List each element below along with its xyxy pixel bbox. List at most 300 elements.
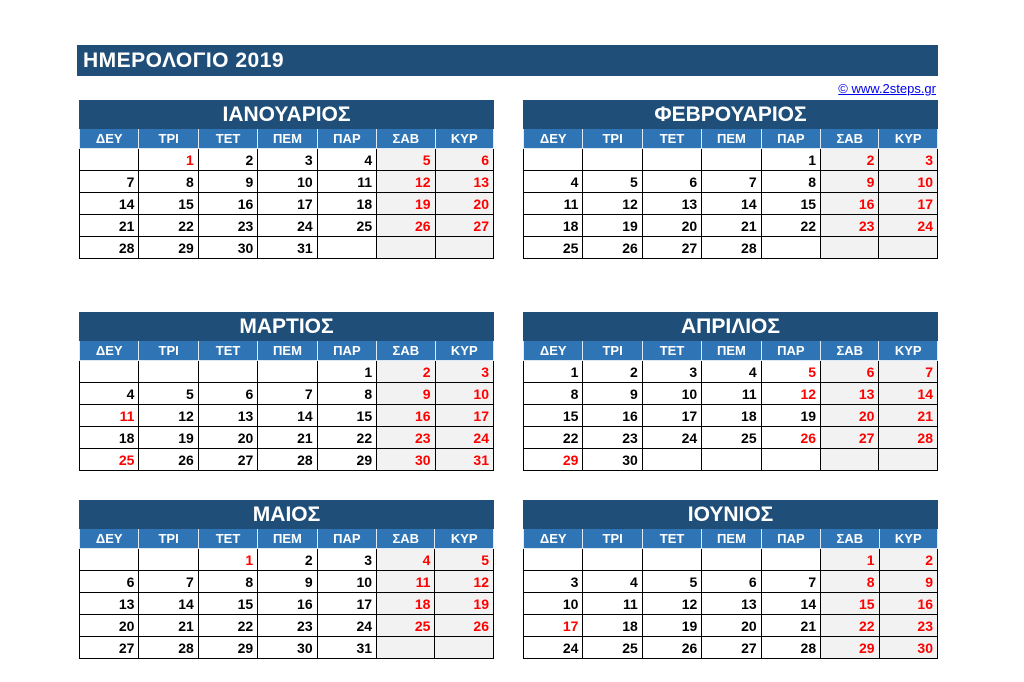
- day-cell: 6: [198, 383, 257, 405]
- week-row: [524, 149, 938, 171]
- day-cell: 23: [821, 215, 879, 237]
- day-cell: 24: [524, 637, 583, 659]
- day-cell: 10: [879, 171, 938, 193]
- weekday-label: ΤΡΙ: [583, 341, 642, 361]
- day-cell: 9: [198, 171, 257, 193]
- day-cell: 17: [879, 193, 938, 215]
- day-cell: [879, 449, 938, 471]
- day-cell: 11: [317, 171, 376, 193]
- day-cell: 6: [702, 571, 761, 593]
- week-row: [80, 593, 494, 615]
- day-cell: 15: [198, 593, 257, 615]
- day-cell: 25: [317, 215, 376, 237]
- day-cell: 19: [377, 193, 435, 215]
- day-cell: 17: [317, 593, 376, 615]
- month-name: ΜΑΡΤΙΟΣ: [80, 313, 494, 341]
- day-cell: 4: [702, 361, 761, 383]
- credit-link[interactable]: © www.2steps.gr: [838, 81, 936, 96]
- weekday-label: ΔΕΥ: [80, 529, 139, 549]
- day-cell: 4: [524, 171, 583, 193]
- day-cell: 1: [198, 549, 257, 571]
- weekday-label: ΤΡΙ: [139, 341, 198, 361]
- day-cell: 3: [524, 571, 583, 593]
- month-name: ΜΑΙΟΣ: [80, 501, 494, 529]
- week-row: [80, 571, 494, 593]
- month-calendar: [523, 312, 938, 471]
- day-cell: [435, 237, 493, 259]
- day-cell: [821, 449, 879, 471]
- week-row: [524, 193, 938, 215]
- weekday-header-row: [524, 529, 938, 549]
- day-cell: 26: [642, 637, 701, 659]
- day-cell: 14: [139, 593, 198, 615]
- day-cell: 19: [139, 427, 198, 449]
- day-cell: 28: [258, 449, 317, 471]
- day-cell: 19: [583, 215, 642, 237]
- day-cell: 24: [435, 427, 493, 449]
- weekday-label: ΔΕΥ: [80, 129, 139, 149]
- day-cell: 2: [377, 361, 435, 383]
- day-cell: 13: [435, 171, 493, 193]
- day-cell: 24: [642, 427, 701, 449]
- day-cell: 25: [524, 237, 583, 259]
- day-cell: 24: [258, 215, 317, 237]
- day-cell: 9: [879, 571, 937, 593]
- week-row: [80, 549, 494, 571]
- day-cell: 27: [198, 449, 257, 471]
- day-cell: 15: [821, 593, 879, 615]
- day-cell: 14: [761, 593, 820, 615]
- weekday-label: ΠΑΡ: [761, 341, 820, 361]
- day-cell: 16: [198, 193, 257, 215]
- week-row: [524, 383, 938, 405]
- day-cell: 14: [879, 383, 938, 405]
- weekday-label: ΣΑΒ: [377, 529, 435, 549]
- day-cell: [139, 549, 198, 571]
- day-cell: 5: [435, 549, 494, 571]
- day-cell: 12: [377, 171, 435, 193]
- day-cell: [258, 361, 317, 383]
- day-cell: 5: [761, 361, 820, 383]
- day-cell: 7: [258, 383, 317, 405]
- day-cell: 2: [821, 149, 879, 171]
- day-cell: 18: [317, 193, 376, 215]
- weekday-header-row: [80, 341, 494, 361]
- calendar-title: ΗΜΕΡΟΛΟΓΙΟ 2019: [77, 45, 938, 76]
- day-cell: 13: [702, 593, 761, 615]
- day-cell: 6: [821, 361, 879, 383]
- day-cell: 12: [583, 193, 642, 215]
- weekday-label: ΚΥΡ: [435, 129, 493, 149]
- day-cell: 7: [761, 571, 820, 593]
- week-row: [80, 383, 494, 405]
- day-cell: 31: [435, 449, 493, 471]
- weekday-label: ΠΕΜ: [702, 341, 761, 361]
- day-cell: 26: [435, 615, 494, 637]
- day-cell: 2: [258, 549, 317, 571]
- day-cell: 10: [524, 593, 583, 615]
- day-cell: 28: [139, 637, 198, 659]
- day-cell: 28: [879, 427, 938, 449]
- day-cell: 21: [702, 215, 761, 237]
- day-cell: 26: [377, 215, 435, 237]
- day-cell: 8: [524, 383, 583, 405]
- week-row: [80, 237, 494, 259]
- day-cell: [80, 149, 139, 171]
- day-cell: [761, 549, 820, 571]
- week-row: [80, 637, 494, 659]
- week-row: [524, 427, 938, 449]
- day-cell: 27: [435, 215, 493, 237]
- week-row: [524, 549, 938, 571]
- day-cell: 16: [821, 193, 879, 215]
- day-cell: 27: [821, 427, 879, 449]
- day-cell: 10: [642, 383, 701, 405]
- day-cell: 23: [377, 427, 435, 449]
- day-cell: 12: [435, 571, 494, 593]
- week-row: [524, 571, 938, 593]
- day-cell: 15: [317, 405, 376, 427]
- day-cell: [139, 361, 198, 383]
- week-row: [524, 405, 938, 427]
- weekday-label: ΤΡΙ: [139, 129, 198, 149]
- day-cell: 17: [258, 193, 317, 215]
- week-row: [80, 615, 494, 637]
- day-cell: [317, 237, 376, 259]
- day-cell: 7: [702, 171, 761, 193]
- weekday-label: ΤΡΙ: [583, 129, 642, 149]
- day-cell: 22: [198, 615, 257, 637]
- day-cell: [879, 237, 938, 259]
- day-cell: 2: [879, 549, 937, 571]
- day-cell: 1: [139, 149, 198, 171]
- day-cell: [702, 149, 761, 171]
- week-row: [80, 149, 494, 171]
- day-cell: 20: [198, 427, 257, 449]
- week-row: [524, 237, 938, 259]
- day-cell: [583, 549, 642, 571]
- day-cell: [642, 449, 701, 471]
- day-cell: 12: [139, 405, 198, 427]
- weekday-label: ΚΥΡ: [435, 529, 494, 549]
- day-cell: 23: [198, 215, 257, 237]
- month-calendar: [79, 100, 494, 259]
- weekday-label: ΤΕΤ: [198, 341, 257, 361]
- weekday-header-row: [524, 129, 938, 149]
- day-cell: 12: [761, 383, 820, 405]
- day-cell: 9: [821, 171, 879, 193]
- weekday-header-row: [524, 341, 938, 361]
- day-cell: [377, 637, 435, 659]
- day-cell: 10: [317, 571, 376, 593]
- day-cell: 10: [258, 171, 317, 193]
- day-cell: 8: [761, 171, 820, 193]
- week-row: [80, 193, 494, 215]
- day-cell: 20: [435, 193, 493, 215]
- day-cell: [377, 237, 435, 259]
- day-cell: 10: [435, 383, 493, 405]
- day-cell: 29: [317, 449, 376, 471]
- day-cell: 16: [377, 405, 435, 427]
- day-cell: 13: [821, 383, 879, 405]
- day-cell: 19: [642, 615, 701, 637]
- day-cell: 13: [80, 593, 139, 615]
- day-cell: 9: [258, 571, 317, 593]
- month-calendar: [79, 312, 494, 471]
- day-cell: 28: [80, 237, 139, 259]
- weekday-label: ΠΕΜ: [258, 129, 317, 149]
- day-cell: 5: [583, 171, 642, 193]
- day-cell: 7: [80, 171, 139, 193]
- weekday-label: ΠΕΜ: [702, 129, 761, 149]
- day-cell: [80, 361, 139, 383]
- weekday-label: ΠΕΜ: [258, 529, 317, 549]
- day-cell: 22: [821, 615, 879, 637]
- weekday-label: ΚΥΡ: [879, 529, 937, 549]
- weekday-label: ΤΕΤ: [642, 529, 701, 549]
- day-cell: 4: [317, 149, 376, 171]
- day-cell: 6: [80, 571, 139, 593]
- day-cell: 27: [80, 637, 139, 659]
- day-cell: [524, 549, 583, 571]
- week-row: [80, 405, 494, 427]
- weekday-label: ΠΑΡ: [317, 129, 376, 149]
- week-row: [524, 361, 938, 383]
- day-cell: 29: [139, 237, 198, 259]
- day-cell: 15: [524, 405, 583, 427]
- month-name: ΑΠΡΙΛΙΟΣ: [524, 313, 938, 341]
- weekday-label: ΤΕΤ: [642, 341, 701, 361]
- day-cell: [80, 549, 139, 571]
- day-cell: [702, 449, 761, 471]
- day-cell: 3: [642, 361, 701, 383]
- day-cell: 26: [761, 427, 820, 449]
- weekday-label: ΠΕΜ: [258, 341, 317, 361]
- weekday-label: ΤΡΙ: [139, 529, 198, 549]
- week-row: [524, 637, 938, 659]
- weekday-label: ΠΕΜ: [702, 529, 761, 549]
- day-cell: 20: [80, 615, 139, 637]
- day-cell: 31: [317, 637, 376, 659]
- weekday-label: ΔΕΥ: [80, 341, 139, 361]
- day-cell: 15: [761, 193, 820, 215]
- day-cell: 30: [258, 637, 317, 659]
- day-cell: 25: [702, 427, 761, 449]
- day-cell: 2: [198, 149, 257, 171]
- day-cell: 29: [524, 449, 583, 471]
- day-cell: 3: [879, 149, 938, 171]
- week-row: [524, 615, 938, 637]
- day-cell: 16: [583, 405, 642, 427]
- day-cell: 1: [317, 361, 376, 383]
- day-cell: 19: [435, 593, 494, 615]
- day-cell: 29: [198, 637, 257, 659]
- day-cell: 20: [642, 215, 701, 237]
- day-cell: 13: [642, 193, 701, 215]
- weekday-label: ΔΕΥ: [524, 129, 583, 149]
- day-cell: 4: [583, 571, 642, 593]
- day-cell: 21: [761, 615, 820, 637]
- day-cell: 28: [761, 637, 820, 659]
- weekday-label: ΣΑΒ: [821, 129, 879, 149]
- day-cell: 6: [642, 171, 701, 193]
- day-cell: 3: [258, 149, 317, 171]
- day-cell: 1: [524, 361, 583, 383]
- day-cell: 4: [377, 549, 435, 571]
- weekday-label: ΣΑΒ: [821, 529, 879, 549]
- day-cell: 30: [198, 237, 257, 259]
- weekday-header-row: [80, 529, 494, 549]
- day-cell: 22: [139, 215, 198, 237]
- weekday-label: ΚΥΡ: [435, 341, 493, 361]
- week-row: [80, 427, 494, 449]
- month-calendar: [79, 500, 494, 659]
- day-cell: [761, 237, 820, 259]
- day-cell: 25: [377, 615, 435, 637]
- day-cell: 14: [258, 405, 317, 427]
- day-cell: 23: [879, 615, 937, 637]
- day-cell: [524, 149, 583, 171]
- day-cell: 30: [583, 449, 642, 471]
- day-cell: 22: [317, 427, 376, 449]
- day-cell: 8: [198, 571, 257, 593]
- day-cell: [198, 361, 257, 383]
- month-calendar: [523, 100, 938, 259]
- week-row: [80, 215, 494, 237]
- day-cell: 29: [821, 637, 879, 659]
- day-cell: 11: [80, 405, 139, 427]
- day-cell: 25: [583, 637, 642, 659]
- day-cell: 5: [377, 149, 435, 171]
- day-cell: 8: [139, 171, 198, 193]
- day-cell: 11: [702, 383, 761, 405]
- day-cell: 2: [583, 361, 642, 383]
- day-cell: [642, 149, 701, 171]
- weekday-label: ΤΡΙ: [583, 529, 642, 549]
- weekday-label: ΠΑΡ: [761, 129, 820, 149]
- day-cell: 5: [139, 383, 198, 405]
- day-cell: 26: [139, 449, 198, 471]
- day-cell: [761, 449, 820, 471]
- day-cell: 30: [377, 449, 435, 471]
- day-cell: 4: [80, 383, 139, 405]
- day-cell: 18: [377, 593, 435, 615]
- day-cell: 17: [642, 405, 701, 427]
- month-name: ΙΟΥΝΙΟΣ: [524, 501, 938, 529]
- weekday-label: ΚΥΡ: [879, 129, 938, 149]
- day-cell: 16: [879, 593, 937, 615]
- day-cell: 11: [583, 593, 642, 615]
- day-cell: 27: [702, 637, 761, 659]
- day-cell: 31: [258, 237, 317, 259]
- month-name: ΙΑΝΟΥΑΡΙΟΣ: [80, 101, 494, 129]
- day-cell: 21: [879, 405, 938, 427]
- day-cell: 24: [879, 215, 938, 237]
- day-cell: 11: [377, 571, 435, 593]
- weekday-label: ΠΑΡ: [761, 529, 820, 549]
- day-cell: 14: [702, 193, 761, 215]
- day-cell: 19: [761, 405, 820, 427]
- day-cell: [702, 549, 761, 571]
- week-row: [80, 449, 494, 471]
- week-row: [80, 171, 494, 193]
- day-cell: 3: [317, 549, 376, 571]
- weekday-label: ΣΑΒ: [377, 341, 435, 361]
- day-cell: 18: [524, 215, 583, 237]
- month-name: ΦΕΒΡΟΥΑΡΙΟΣ: [524, 101, 938, 129]
- weekday-label: ΠΑΡ: [317, 341, 376, 361]
- day-cell: 21: [80, 215, 139, 237]
- week-row: [524, 449, 938, 471]
- day-cell: 24: [317, 615, 376, 637]
- month-calendar: [523, 500, 938, 659]
- day-cell: 14: [80, 193, 139, 215]
- day-cell: 26: [583, 237, 642, 259]
- day-cell: 21: [139, 615, 198, 637]
- weekday-label: ΚΥΡ: [879, 341, 938, 361]
- day-cell: 13: [198, 405, 257, 427]
- day-cell: 8: [317, 383, 376, 405]
- day-cell: 20: [821, 405, 879, 427]
- day-cell: 1: [821, 549, 879, 571]
- day-cell: 23: [258, 615, 317, 637]
- day-cell: 5: [642, 571, 701, 593]
- day-cell: [435, 637, 494, 659]
- day-cell: 22: [524, 427, 583, 449]
- day-cell: 27: [642, 237, 701, 259]
- weekday-label: ΣΑΒ: [377, 129, 435, 149]
- week-row: [524, 171, 938, 193]
- day-cell: 7: [879, 361, 938, 383]
- week-row: [80, 361, 494, 383]
- day-cell: 9: [583, 383, 642, 405]
- weekday-label: ΤΕΤ: [198, 129, 257, 149]
- weekday-label: ΤΕΤ: [198, 529, 257, 549]
- weekday-label: ΔΕΥ: [524, 529, 583, 549]
- weekday-label: ΠΑΡ: [317, 529, 376, 549]
- day-cell: 17: [524, 615, 583, 637]
- week-row: [524, 215, 938, 237]
- day-cell: 15: [139, 193, 198, 215]
- day-cell: 21: [258, 427, 317, 449]
- day-cell: 28: [702, 237, 761, 259]
- day-cell: [583, 149, 642, 171]
- day-cell: 20: [702, 615, 761, 637]
- day-cell: 9: [377, 383, 435, 405]
- day-cell: 17: [435, 405, 493, 427]
- week-row: [524, 593, 938, 615]
- day-cell: 16: [258, 593, 317, 615]
- weekday-label: ΣΑΒ: [821, 341, 879, 361]
- weekday-label: ΔΕΥ: [524, 341, 583, 361]
- day-cell: [642, 549, 701, 571]
- weekday-header-row: [80, 129, 494, 149]
- day-cell: 8: [821, 571, 879, 593]
- day-cell: 7: [139, 571, 198, 593]
- day-cell: 1: [761, 149, 820, 171]
- day-cell: 3: [435, 361, 493, 383]
- day-cell: 23: [583, 427, 642, 449]
- day-cell: 22: [761, 215, 820, 237]
- day-cell: 11: [524, 193, 583, 215]
- weekday-label: ΤΕΤ: [642, 129, 701, 149]
- day-cell: 25: [80, 449, 139, 471]
- day-cell: 12: [642, 593, 701, 615]
- day-cell: 18: [702, 405, 761, 427]
- day-cell: [821, 237, 879, 259]
- day-cell: 6: [435, 149, 493, 171]
- day-cell: 30: [879, 637, 937, 659]
